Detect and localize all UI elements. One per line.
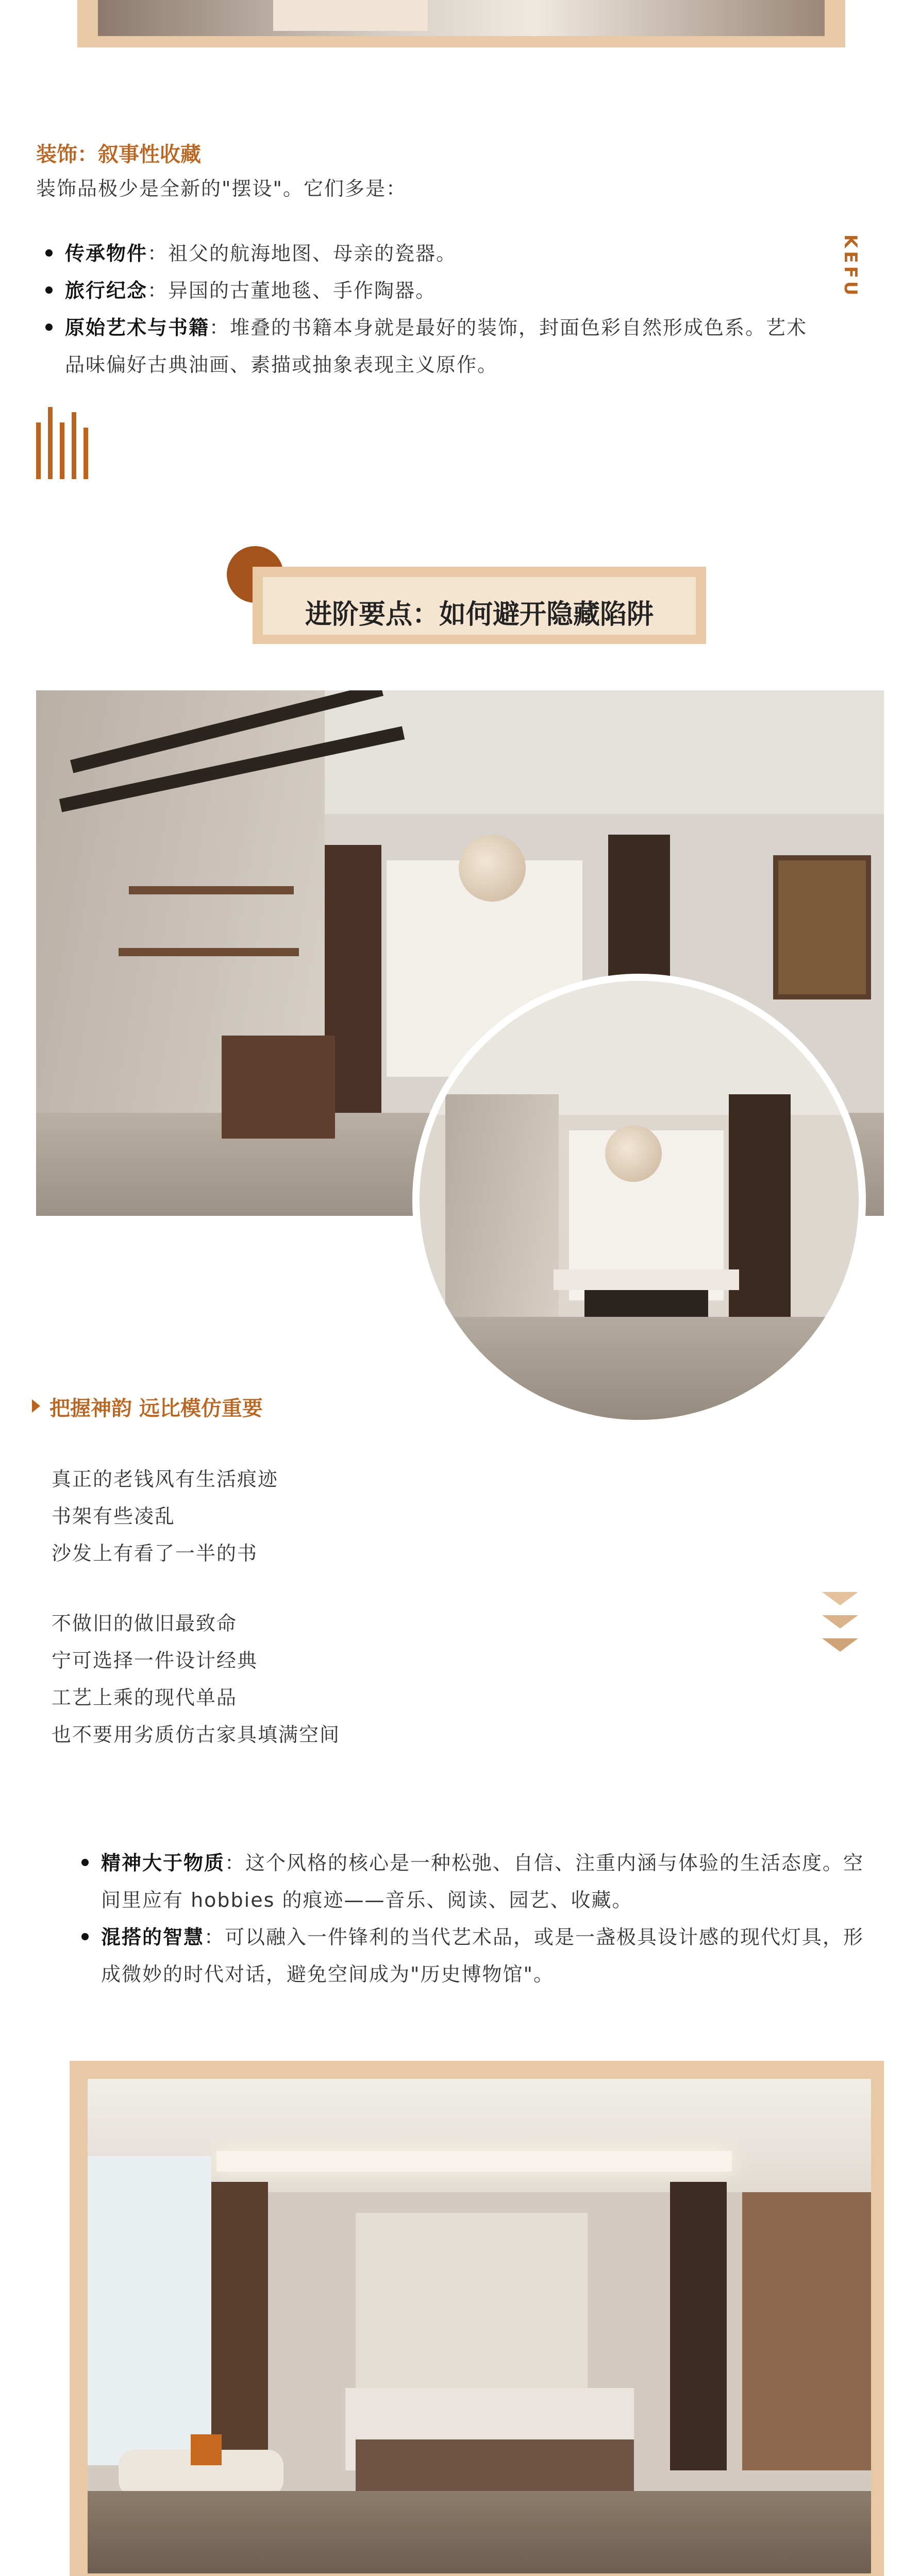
text-line: 沙发上有看了一半的书 — [52, 1542, 258, 1565]
decor-intro: 装饰品极少是全新的"摆设"。它们多是： — [36, 177, 407, 200]
label-marker-icon — [32, 1399, 40, 1413]
text-line: 也不要用劣质仿古家具填满空间 — [52, 1723, 341, 1746]
text-line: 不做旧的做旧最致命 — [52, 1612, 238, 1635]
chevron-down-icon — [819, 1592, 861, 1659]
top-interior-photo — [77, 0, 845, 47]
list-item: 混搭的智慧：可以融入一件锋利的当代艺术品，或是一盏极具设计感的现代灯具，形成微妙的时代对话，避免空间成为"历史博物馆"。 — [72, 1919, 876, 1993]
text-line: 书架有些凌乱 — [52, 1505, 176, 1528]
advanced-heading: 进阶要点：如何避开隐藏陷阱 — [305, 599, 654, 630]
principles-list — [72, 1844, 876, 1993]
bar-ornament — [36, 407, 88, 479]
list-item: 原始艺术与书籍：堆叠的书籍本身就是最好的装饰，封面色彩自然形成色系。艺术品味偏好古典油画、素描或抽象表现主义原作。 — [36, 309, 825, 383]
decor-list — [36, 235, 825, 383]
text-line: 工艺上乘的现代单品 — [52, 1686, 238, 1709]
text-line: 真正的老钱风有生活痕迹 — [52, 1468, 279, 1490]
decor-title: 装饰：叙事性收藏 — [36, 143, 201, 166]
list-item: 传承物件：祖父的航海地图、母亲的瓷器。 — [36, 235, 825, 272]
text-line: 宁可选择一件设计经典 — [52, 1649, 258, 1672]
subsection-lines-a — [52, 1461, 278, 1572]
list-item: 精神大于物质：这个风格的核心是一种松弛、自信、注重内涵与体验的生活态度。空间里应有 hobbies 的痕迹——音乐、阅读、园艺、收藏。 — [72, 1844, 876, 1919]
subsection-lines-b — [52, 1605, 340, 1753]
bedroom-photo — [88, 2079, 871, 2573]
study-room-inset-photo — [412, 974, 866, 1427]
list-item: 旅行纪念：异国的古董地毯、手作陶器。 — [36, 272, 825, 309]
kefu-side-tag: KEFU — [840, 234, 861, 299]
subsection-label: 把握神韵 远比模仿重要 — [49, 1397, 263, 1420]
